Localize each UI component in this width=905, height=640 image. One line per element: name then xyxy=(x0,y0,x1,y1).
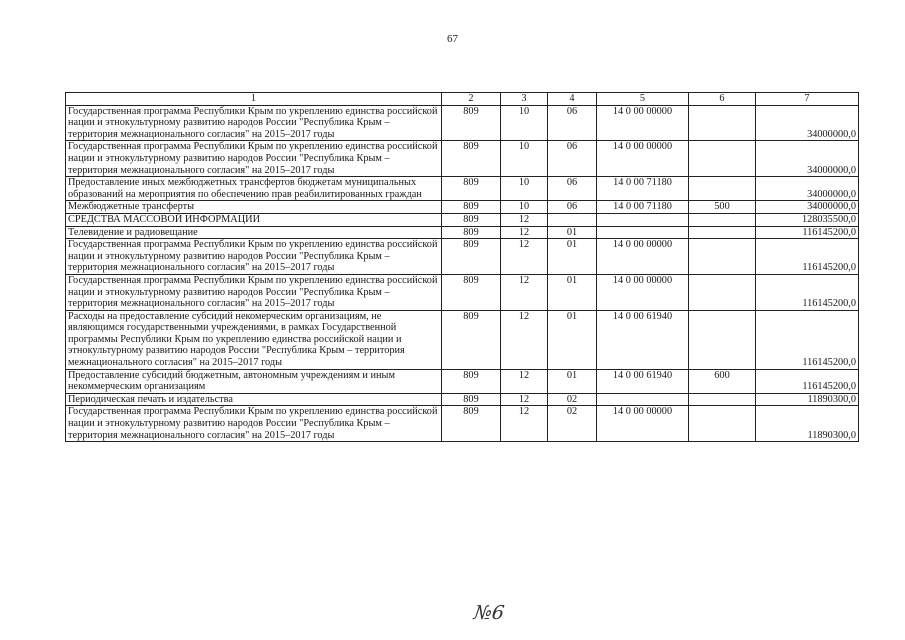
target-article-cell: 14 0 00 71180 xyxy=(597,177,689,201)
gl-code-cell: 809 xyxy=(442,226,501,239)
gl-code-cell: 809 xyxy=(442,177,501,201)
gl-code-cell: 809 xyxy=(442,213,501,226)
gl-code-cell: 809 xyxy=(442,105,501,141)
subsection-code-cell: 01 xyxy=(548,310,597,369)
expense-type-cell xyxy=(689,393,756,406)
header-cell: 1 xyxy=(66,93,442,106)
row-name-cell: Предоставление субсидий бюджетным, автономным учреждениям и иным некоммерческим организациям xyxy=(66,369,442,393)
table-row xyxy=(66,213,859,226)
subsection-code-cell: 06 xyxy=(548,177,597,201)
expense-type-cell xyxy=(689,213,756,226)
target-article-cell xyxy=(597,393,689,406)
section-code-cell: 10 xyxy=(501,177,548,201)
gl-code-cell: 809 xyxy=(442,274,501,310)
row-name-cell: Расходы на предоставление субсидий некомерческим организациям, не являющимся государственными учреждениями, в рамках Государственной программы Республики Крым по укреплению единства российской нации и этнокультурному развитию народов России "Республика Крым – территория межнационального согласия" на 2015–2017 годы xyxy=(66,310,442,369)
amount-cell: 128035500,0 xyxy=(756,213,859,226)
target-article-cell: 14 0 00 61940 xyxy=(597,369,689,393)
amount-cell: 11890300,0 xyxy=(756,393,859,406)
section-code-cell: 10 xyxy=(501,201,548,214)
gl-code-cell: 809 xyxy=(442,141,501,177)
row-name-cell: Государственная программа Республики Крым по укреплению единства российской нации и этнокультурному развитию народов России "Республика Крым – территория межнационального согласия" на 2015–2017 годы xyxy=(66,239,442,275)
budget-table xyxy=(65,92,859,442)
target-article-cell: 14 0 00 00000 xyxy=(597,406,689,442)
row-name-cell: Государственная программа Республики Крым по укреплению единства российской нации и этнокультурному развитию народов России "Республика Крым – территория межнационального согласия" на 2015–2017 годы xyxy=(66,406,442,442)
header-cell: 2 xyxy=(442,93,501,106)
target-article-cell: 14 0 00 71180 xyxy=(597,201,689,214)
section-code-cell: 12 xyxy=(501,393,548,406)
gl-code-cell: 809 xyxy=(442,239,501,275)
row-name-cell: Государственная программа Республики Крым по укреплению единства российской нации и этнокультурному развитию народов России "Республика Крым – территория межнационального согласия" на 2015–2017 годы xyxy=(66,105,442,141)
amount-cell: 116145200,0 xyxy=(756,274,859,310)
subsection-code-cell: 01 xyxy=(548,226,597,239)
header-cell: 3 xyxy=(501,93,548,106)
table-row xyxy=(66,177,859,201)
target-article-cell: 14 0 00 00000 xyxy=(597,274,689,310)
row-name-cell: Межбюджетные трансферты xyxy=(66,201,442,214)
amount-cell: 34000000,0 xyxy=(756,201,859,214)
table-row xyxy=(66,393,859,406)
subsection-code-cell: 06 xyxy=(548,141,597,177)
expense-type-cell: 600 xyxy=(689,369,756,393)
row-name-cell: Государственная программа Республики Крым по укреплению единства российской нации и этнокультурному развитию народов России "Республика Крым – территория межнационального согласия" на 2015–2017 годы xyxy=(66,274,442,310)
table-row xyxy=(66,239,859,275)
target-article-cell xyxy=(597,226,689,239)
row-name-cell: СРЕДСТВА МАССОВОЙ ИНФОРМАЦИИ xyxy=(66,213,442,226)
target-article-cell: 14 0 00 00000 xyxy=(597,239,689,275)
section-code-cell: 10 xyxy=(501,141,548,177)
header-cell: 5 xyxy=(597,93,689,106)
gl-code-cell: 809 xyxy=(442,310,501,369)
subsection-code-cell: 06 xyxy=(548,201,597,214)
section-code-cell: 12 xyxy=(501,226,548,239)
expense-type-cell xyxy=(689,177,756,201)
table-row xyxy=(66,105,859,141)
expense-type-cell xyxy=(689,141,756,177)
gl-code-cell: 809 xyxy=(442,369,501,393)
table-row xyxy=(66,369,859,393)
handwritten-mark: №6 xyxy=(472,602,506,624)
subsection-code-cell: 01 xyxy=(548,239,597,275)
table-row xyxy=(66,201,859,214)
table-row xyxy=(66,406,859,442)
expense-type-cell xyxy=(689,274,756,310)
page-number: 67 xyxy=(447,33,458,45)
table-row xyxy=(66,310,859,369)
target-article-cell: 14 0 00 61940 xyxy=(597,310,689,369)
amount-cell: 116145200,0 xyxy=(756,310,859,369)
gl-code-cell: 809 xyxy=(442,201,501,214)
row-name-cell: Предоставление иных межбюджетных трансфертов бюджетам муниципальных образований на мероприятия по обеспечению прав реабилитированных граждан xyxy=(66,177,442,201)
row-name-cell: Телевидение и радиовещание xyxy=(66,226,442,239)
section-code-cell: 12 xyxy=(501,274,548,310)
amount-cell: 11890300,0 xyxy=(756,406,859,442)
table-row xyxy=(66,226,859,239)
amount-cell: 116145200,0 xyxy=(756,239,859,275)
row-name-cell: Государственная программа Республики Крым по укреплению единства российской нации и этнокультурному развитию народов России "Республика Крым – территория межнационального согласия" на 2015–2017 годы xyxy=(66,141,442,177)
target-article-cell: 14 0 00 00000 xyxy=(597,141,689,177)
section-code-cell: 12 xyxy=(501,213,548,226)
expense-type-cell xyxy=(689,310,756,369)
header-cell: 4 xyxy=(548,93,597,106)
section-code-cell: 12 xyxy=(501,310,548,369)
amount-cell: 34000000,0 xyxy=(756,141,859,177)
table-row xyxy=(66,274,859,310)
table-header-row xyxy=(66,93,859,106)
subsection-code-cell: 02 xyxy=(548,393,597,406)
section-code-cell: 10 xyxy=(501,105,548,141)
expense-type-cell xyxy=(689,239,756,275)
gl-code-cell: 809 xyxy=(442,393,501,406)
amount-cell: 34000000,0 xyxy=(756,105,859,141)
target-article-cell: 14 0 00 00000 xyxy=(597,105,689,141)
subsection-code-cell: 01 xyxy=(548,274,597,310)
subsection-code-cell xyxy=(548,213,597,226)
section-code-cell: 12 xyxy=(501,239,548,275)
amount-cell: 34000000,0 xyxy=(756,177,859,201)
target-article-cell xyxy=(597,213,689,226)
expense-type-cell xyxy=(689,105,756,141)
expense-type-cell: 500 xyxy=(689,201,756,214)
header-cell: 6 xyxy=(689,93,756,106)
expense-type-cell xyxy=(689,226,756,239)
subsection-code-cell: 02 xyxy=(548,406,597,442)
gl-code-cell: 809 xyxy=(442,406,501,442)
subsection-code-cell: 01 xyxy=(548,369,597,393)
header-cell: 7 xyxy=(756,93,859,106)
table-row xyxy=(66,141,859,177)
subsection-code-cell: 06 xyxy=(548,105,597,141)
amount-cell: 116145200,0 xyxy=(756,226,859,239)
row-name-cell: Периодическая печать и издательства xyxy=(66,393,442,406)
section-code-cell: 12 xyxy=(501,406,548,442)
amount-cell: 116145200,0 xyxy=(756,369,859,393)
section-code-cell: 12 xyxy=(501,369,548,393)
expense-type-cell xyxy=(689,406,756,442)
